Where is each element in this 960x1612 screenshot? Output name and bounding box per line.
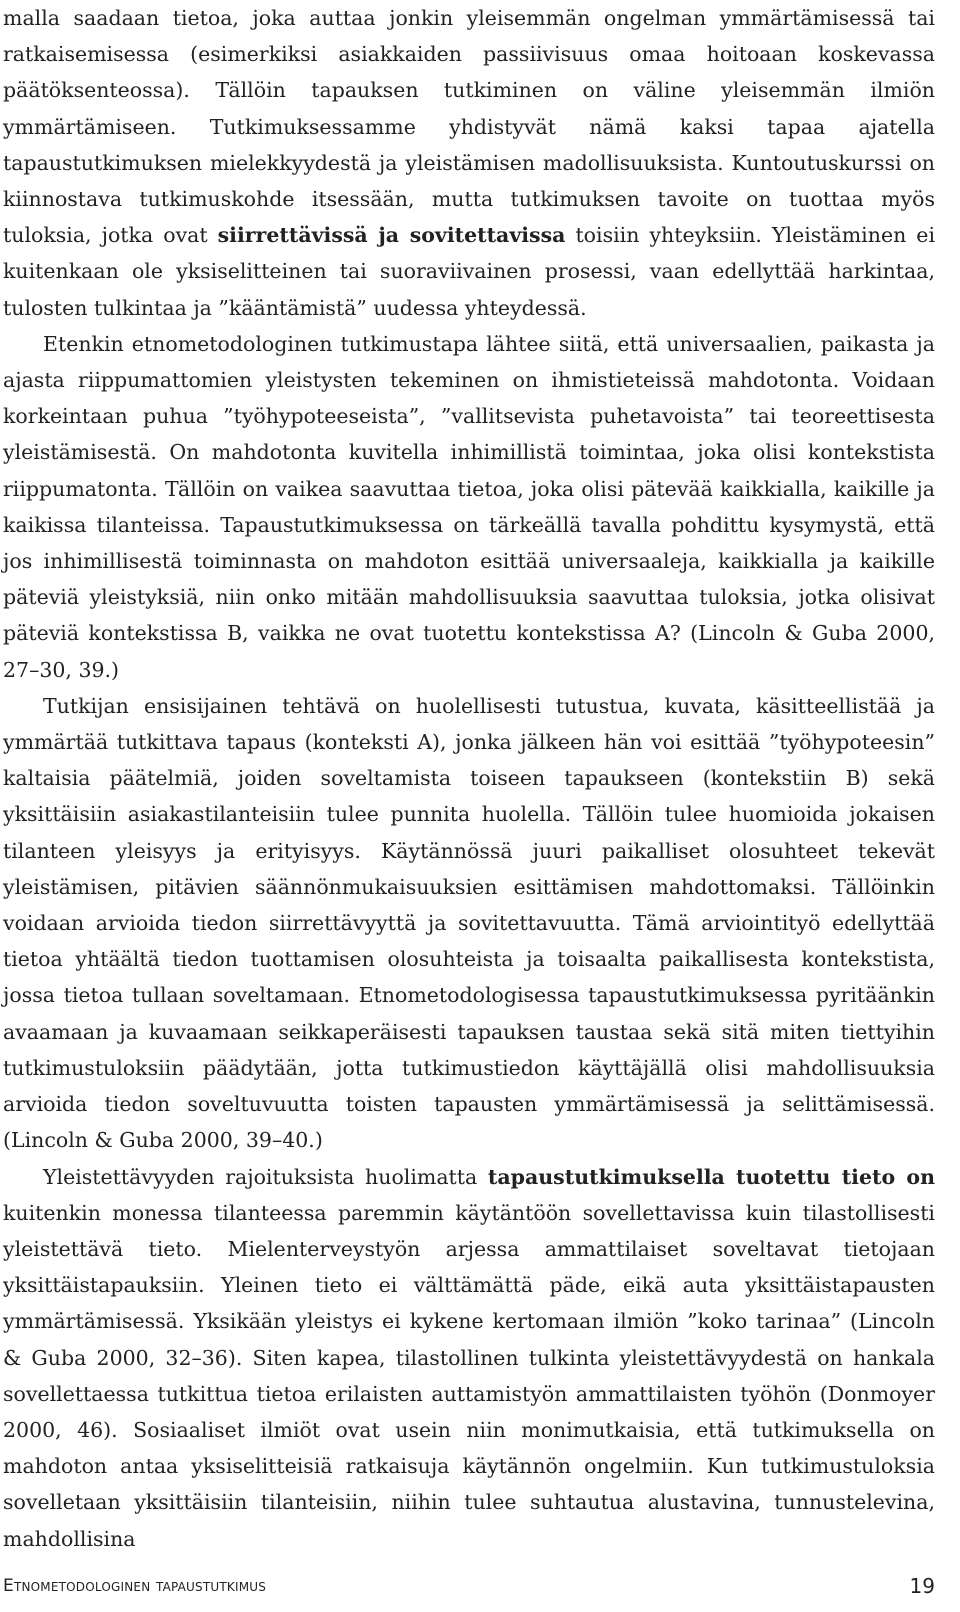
- text-run: malla saadaan tietoa, joka auttaa jonkin yleisemmän ongelman ymmärtämisessä tai ratkaisemisessa (esimerkiksi asiakkaiden passiivisuus omaa hoitoaan koskevassa päätöksenteossa). Tällöin tapauksen tutkiminen on väline yleisemmän ilmiön ymmärtämiseen. Tutkimuksessamme yhdistyvät nämä kaksi tapaa ajatella tapaustutkimuksen mielekkyydestä ja yleistämisen madollisuuksista. Kuntoutuskurssi on kiinnostava tutkimuskohde itsessään, mutta tutkimuksen tavoite on tuottaa myös tuloksia, jotka ovat: [3, 6, 935, 248]
- page-footer: [3, 1576, 935, 1602]
- bold-text-run: tapaustutkimuksella tuotettu tieto on: [487, 1164, 935, 1189]
- bold-text-run: siirrettävissä ja sovitettavissa: [217, 223, 566, 248]
- paragraph: [3, 0, 935, 326]
- paragraph: [3, 688, 935, 1159]
- text-run: Tutkijan ensisijainen tehtävä on huolellisesti tutustua, kuvata, käsitteellistää ja ymmärtää tutkittava tapaus (konteksti A), jonka jälkeen hän voi esittää ”työhypoteesin” kaltaisia päätelmiä, joiden soveltamista toiseen tapaukseen (kontekstiin B) sekä yksittäisiin asiakastilanteisiin tulee punnita huolella. Tällöin tulee huomioida jokaisen tilanteen yleisyys ja erityisyys. Käytännössä juuri paikalliset olosuhteet tekevät yleistämisen, pitävien säännönmukaisuuksien esittämisen mahdottomaksi. Tällöinkin voidaan arvioida tiedon siirrettävyyttä ja sovitettavuutta. Tämä arviointityö edellyttää tietoa yhtäältä tiedon tuottamisen olosuhteista ja toisaalta paikallisesta kontekstista, jossa tietoa tullaan soveltamaan. Etnometodologisessa tapaustutkimuksessa pyritäänkin avaamaan ja kuvaamaan seikkaperäisesti tapauksen taustaa sekä sitä miten tiettyihin tutkimustuloksiin päädytään, jotta tutkimustiedon käyttäjällä olisi mahdollisuuksia arvioida tiedon soveltuvuutta toisten tapausten ymmärtämisessä ja selittämisessä. (Lincoln & Guba 2000, 39–40.): [3, 693, 935, 1153]
- text-run: Etenkin etnometodologinen tutkimustapa lähtee siitä, että universaalien, paikasta ja ajasta riippumattomien yleistysten tekeminen on ihmistieteissä mahdotonta. Voidaan korkeintaan puhua ”työhypoteeseista”, ”vallitsevista puhetavoista” tai teoreettisesta yleistämisestä. On mahdotonta kuvitella inhimillistä toimintaa, joka olisi kontekstista riippumatonta. Tällöin on vaikea saavuttaa tietoa, joka olisi pätevää kaikkialla, kaikille ja kaikissa tilanteissa. Tapaustutkimuksessa on tärkeällä tavalla pohdittu kysymystä, että jos inhimillisestä toiminnasta on mahdoton esittää universaaleja, kaikkialla ja kaikille päteviä yleistyksiä, niin onko mitään mahdollisuuksia saavuttaa tuloksia, jotka olisivat päteviä kontekstissa B, vaikka ne ovat tuotettu kontekstissa A? (Lincoln & Guba 2000, 27–30, 39.): [3, 331, 935, 682]
- text-run: kuitenkin monessa tilanteessa paremmin käytäntöön sovellettavissa kuin tilastollisesti yleistettävä tieto. Mielenterveystyön arjessa ammattilaiset soveltavat tietojaan yksittäistapauksiin. Yleinen tieto ei välttämättä päde, eikä auta yksittäistapausten ymmärtämisessä. Yksikään yleistys ei kykene kertomaan ilmiön ”koko tarinaa” (Lincoln & Guba 2000, 32–36). Siten kapea, tilastollinen tulkinta yleistettävyydestä on hankala sovellettaessa tutkittua tietoa erilaisten auttamistyön ammattilaisten työhön (Donmoyer 2000, 46). Sosiaaliset ilmiöt ovat usein niin monimutkaisia, että tutkimuksella on mahdoton antaa yksiselitteisiä ratkaisuja käytännön ongelmiin. Kun tutkimustuloksia sovelletaan yksittäisiin tilanteisiin, niihin tulee suhtautua alustavina, tunnustelevina, mahdollisina: [3, 1200, 935, 1551]
- body-text: [3, 0, 935, 1557]
- text-run: toisiin yhteyksiin. Yleistäminen ei kuitenkaan ole yksiselitteinen tai suoraviivainen prosessi, vaan edellyttää harkintaa, tulosten tulkintaa ja ”kääntämistä” uudessa yhteydessä.: [3, 223, 935, 320]
- text-run: Yleistettävyyden rajoituksista huolimatta: [43, 1164, 488, 1189]
- paragraph: [3, 1159, 935, 1557]
- paragraph: [3, 326, 935, 688]
- running-title: Etnometodologinen tapaustutkimus: [3, 1576, 267, 1596]
- page-number: 19: [909, 1574, 935, 1598]
